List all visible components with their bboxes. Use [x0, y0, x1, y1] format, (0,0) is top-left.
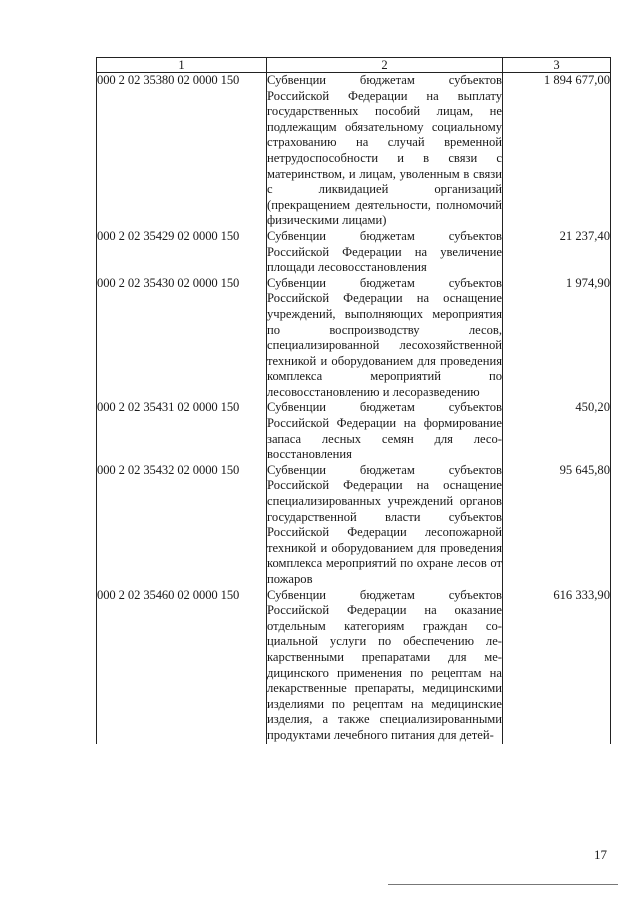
budget-code: 000 2 02 35380 02 0000 150: [97, 73, 267, 229]
row-amount: 1 894 677,00: [503, 73, 611, 229]
row-description: Субвенции бюджетам субъектов Российской Федерации на выплату государственных пособий лицам, не подлежащим обязательному социальному страхованию на случай временной нетрудоспособности и в связи с материнством, и лицам, уволенным в связи с ликвидацией организаций (прекращением деятельности, полномочий физическими лицами): [267, 73, 502, 228]
page-number: 17: [594, 847, 607, 862]
footer-rule: [388, 884, 618, 885]
column-header-2: 2: [267, 58, 503, 73]
table-row: [97, 229, 611, 276]
row-description: Субвенции бюджетам субъектов Российской Федерации на оснащение специализированных учреждений органов государственной власти субъектов Российской Федерации лесопожарной техникой и оборудованием для проведения комплекса мероприятий по охране лесов от пожаров: [267, 462, 502, 586]
budget-table: [96, 57, 611, 744]
table-row: [97, 73, 611, 229]
budget-code: 000 2 02 35429 02 0000 150: [97, 229, 267, 276]
table-row: [97, 400, 611, 462]
budget-code: 000 2 02 35431 02 0000 150: [97, 400, 267, 462]
table-row: [97, 463, 611, 588]
table-row: [97, 276, 611, 401]
budget-code: 000 2 02 35432 02 0000 150: [97, 463, 267, 588]
row-description: Субвенции бюджетам субъектов Российской Федерации на оснащение учреждений, выполняющих мероприятия по воспроизводству лесов, специализированной лесохозяйственной техникой и оборудованием для проведения комплекса мероприятий по лесовосстановлению и лесоразведению: [267, 275, 502, 399]
column-header-1: 1: [97, 58, 267, 73]
table-header-row: [97, 58, 611, 73]
row-amount: 21 237,40: [503, 229, 611, 276]
row-description: Субвенции бюджетам субъектов Российской Федерации на формирование запаса лесных семян для лесовосстановления: [267, 400, 502, 462]
row-amount: 95 645,80: [503, 463, 611, 588]
row-amount: 616 333,90: [503, 588, 611, 744]
table-row: [97, 588, 611, 744]
row-description: Субвенции бюджетам субъектов Российской Федерации на увеличение площади лесовосстановления: [267, 228, 502, 275]
budget-code: 000 2 02 35430 02 0000 150: [97, 276, 267, 401]
row-amount: 450,20: [503, 400, 611, 462]
column-header-3: 3: [503, 58, 611, 73]
row-amount: 1 974,90: [503, 276, 611, 401]
budget-code: 000 2 02 35460 02 0000 150: [97, 588, 267, 744]
row-description: Субвенции бюджетам субъектов Российской Федерации на оказание отдельным категориям граждан социальной услуги по обеспечению лекарственными препаратами для медицинского применения по рецептам на лекарственные препараты, медицинскими изделиями по рецептам на медицинские изделия, а также специализированными продуктами лечебного питания для детей-: [267, 587, 502, 742]
